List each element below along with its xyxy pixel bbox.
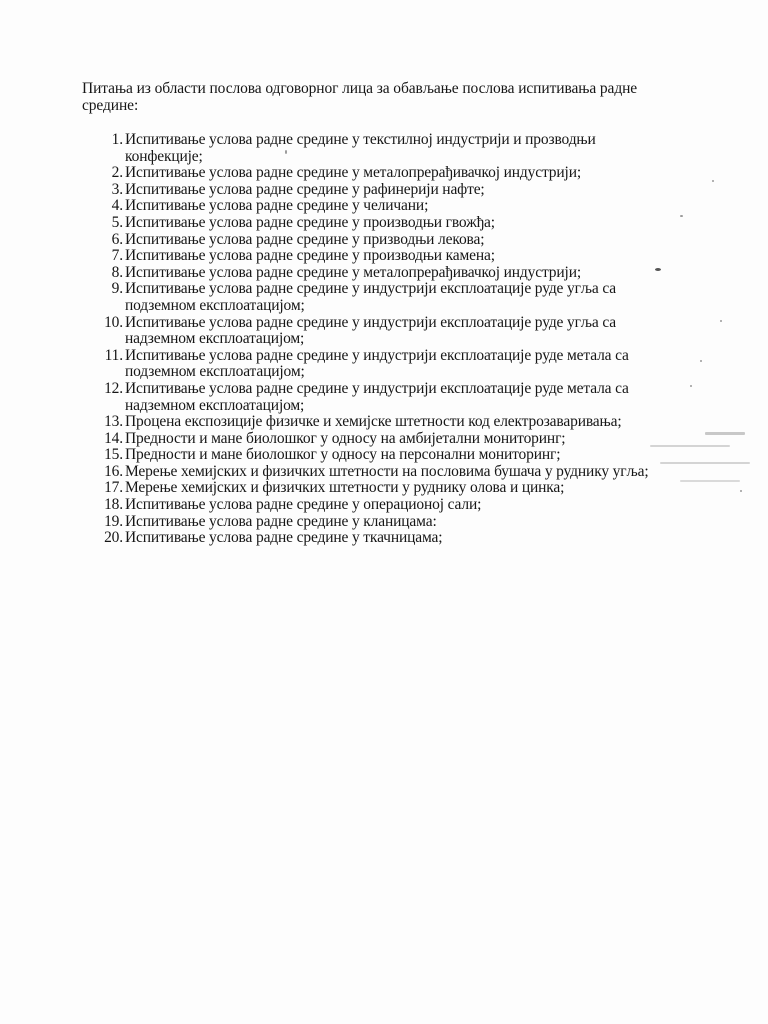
question-text-line: Испитивање услова радне средине у рафинерији нафте;: [125, 180, 485, 198]
question-number: 9.: [111, 280, 123, 298]
question-text: [125, 232, 682, 249]
question-text: [125, 464, 682, 481]
question-text: [125, 348, 682, 381]
question-text-continuation: надземном експлоатацијом;: [125, 396, 305, 414]
question-item: [82, 315, 682, 348]
question-text-line: Предности и мане биолошког у односу на амбијетални мониторинг;: [125, 429, 566, 447]
question-text-line: Мерење хемијских и физичких штетности на пословима бушача у руднику угља;: [125, 462, 649, 480]
heading-line-1: Питања из области послова одговорног лица за обављање послова испитивања радне: [82, 80, 638, 97]
question-number: 3.: [111, 180, 123, 198]
question-item: [82, 348, 682, 381]
question-list: [82, 132, 682, 547]
question-text: [125, 530, 682, 547]
question-number: 10.: [104, 313, 123, 331]
question-text: [125, 265, 682, 282]
scan-speck: [740, 490, 742, 492]
question-text-continuation: подземном експлоатацијом;: [125, 296, 305, 314]
question-number: 19.: [104, 512, 123, 530]
question-text-line: Испитивање услова радне средине у производњи камена;: [125, 247, 495, 265]
question-text: [125, 281, 682, 314]
question-text-line: Испитивање услова радне средине у индустрији експлоатације руде угља са: [125, 313, 617, 331]
question-number: 15.: [104, 446, 123, 464]
question-number: 6.: [111, 230, 123, 248]
scan-speck: [720, 320, 722, 322]
question-number: 7.: [111, 247, 123, 265]
question-item: [82, 464, 682, 481]
question-text: [125, 182, 682, 199]
question-number: 12.: [104, 379, 123, 397]
question-text: [125, 414, 682, 431]
question-number: 5.: [111, 213, 123, 231]
question-text-line: Испитивање услова радне средине у индустрији експлоатације руде метала са: [125, 379, 629, 397]
page-heading: [82, 80, 662, 114]
question-text: [125, 198, 682, 215]
question-number: 11.: [104, 346, 123, 364]
question-item: [82, 182, 682, 199]
question-text: [125, 315, 682, 348]
question-item: [82, 447, 682, 464]
question-item: [82, 198, 682, 215]
question-text-line: Процена експозиције физичке и хемијске штетности код електрозаваривања;: [125, 413, 622, 431]
scan-speck: [690, 385, 692, 387]
question-text: [125, 165, 682, 182]
question-item: [82, 232, 682, 249]
scan-speck: [680, 215, 683, 217]
question-number: 18.: [104, 496, 123, 514]
question-text: [125, 215, 682, 232]
question-text: [125, 480, 682, 497]
question-text-line: Испитивање услова радне средине у металопрерађивачкој индустрији;: [125, 164, 581, 182]
scan-speck: [712, 180, 714, 182]
question-item: [82, 265, 682, 282]
question-number: 20.: [104, 529, 123, 547]
question-number: 1.: [111, 131, 123, 148]
question-text-line: Испитивање услова радне средине у челичани;: [125, 197, 429, 215]
question-text: [125, 497, 682, 514]
question-item: [82, 497, 682, 514]
question-number: 13.: [104, 413, 123, 431]
question-item: [82, 381, 682, 414]
question-item: [82, 215, 682, 232]
question-number: 8.: [111, 263, 123, 281]
question-item: [82, 132, 682, 165]
question-number: 14.: [104, 429, 123, 447]
scan-speck: [700, 360, 702, 362]
question-text-line: Мерење хемијских и физичких штетности у руднику олова и цинка;: [125, 479, 565, 497]
question-text: [125, 248, 682, 265]
question-text: [125, 431, 682, 448]
question-text-continuation: конфекције;: [125, 147, 203, 165]
question-item: [82, 514, 682, 531]
question-text-line: Испитивање услова радне средине у индустрији експлоатације руде угља са: [125, 280, 617, 298]
question-text-line: Предности и мане биолошког у односу на персонални мониторинг;: [125, 446, 561, 464]
question-number: 4.: [111, 197, 123, 215]
question-text-continuation: подземном експлоатацијом;: [125, 363, 305, 381]
question-text-line: Испитивање услова радне средине у индустрији експлоатације руде метала са: [125, 346, 629, 364]
question-item: [82, 480, 682, 497]
scan-speck: [680, 480, 740, 482]
question-text-line: Испитивање услова радне средине у кланицама:: [125, 512, 437, 530]
question-item: [82, 248, 682, 265]
question-item: [82, 530, 682, 547]
question-text-line: Испитивање услова радне средине у текстилној индустрији и прозводњи: [125, 131, 596, 148]
scan-speck: [285, 150, 287, 154]
scan-speck: [660, 462, 750, 464]
question-number: 16.: [104, 462, 123, 480]
question-text-line: Испитивање услова радне средине у ткачницама;: [125, 529, 443, 547]
question-number: 17.: [104, 479, 123, 497]
question-item: [82, 165, 682, 182]
question-text-line: Испитивање услова радне средине у металопрерађивачкој индустрији;: [125, 263, 581, 281]
question-text: [125, 381, 682, 414]
question-item: [82, 281, 682, 314]
question-text: [125, 514, 682, 531]
question-item: [82, 431, 682, 448]
scan-speck: [650, 445, 730, 447]
scan-speck: [705, 432, 745, 435]
scan-speck: [655, 268, 661, 271]
question-text: [125, 132, 682, 165]
question-item: [82, 414, 682, 431]
question-text-line: Испитивање услова радне средине у призводњи лекова;: [125, 230, 485, 248]
question-text-line: Испитивање услова радне средине у операционој сали;: [125, 496, 482, 514]
question-text-line: Испитивање услова радне средине у производњи гвожђа;: [125, 213, 495, 231]
heading-line-2: средине:: [82, 97, 139, 114]
question-text: [125, 447, 682, 464]
question-number: 2.: [111, 164, 123, 182]
question-text-continuation: надземном експлоатацијом;: [125, 330, 305, 348]
